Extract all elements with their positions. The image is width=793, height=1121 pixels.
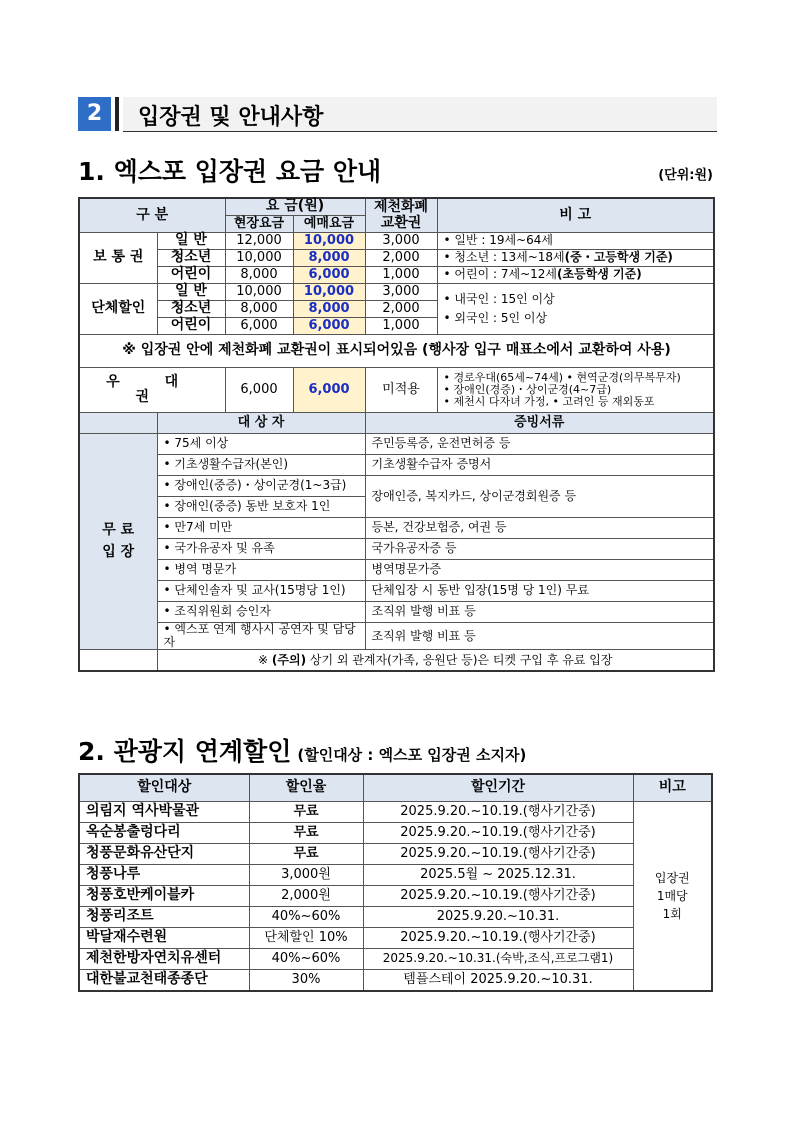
table-row <box>79 602 714 623</box>
advance-price: 10,000 <box>293 233 365 250</box>
table-row <box>79 802 712 823</box>
place-name: 청풍호반케이블카 <box>79 886 249 907</box>
free-docs: 조직위 발행 비표 등 <box>365 623 714 650</box>
place-name: 청풍리조트 <box>79 907 249 928</box>
discount-rate: 무료 <box>249 802 363 823</box>
header-remarks: 비고 <box>633 774 712 802</box>
table-row <box>79 539 714 560</box>
discount-rate: 3,000원 <box>249 865 363 886</box>
free-docs: 주민등록증, 운전면허증 등 <box>365 434 714 455</box>
discount-rate: 무료 <box>249 844 363 865</box>
table-row <box>79 434 714 455</box>
free-target: • 75세 이상 <box>157 434 365 455</box>
onsite-price: 6,000 <box>225 318 293 335</box>
table-row <box>79 928 712 949</box>
section-divider <box>115 97 119 131</box>
voucher-value: 1,000 <box>365 318 437 335</box>
free-docs: 국가유공자증 등 <box>365 539 714 560</box>
special-remarks: • 경로우대(65세~74세) • 현역군경(의무복무자) • 장애인(경증)・상이군경(4~7급) • 제천시 다자녀 가정, • 고려인 등 재외동포 <box>437 368 714 413</box>
free-docs: 병역명문가증 <box>365 560 714 581</box>
table-row <box>79 581 714 602</box>
free-target: • 장애인(중증) 동반 보호자 1인 <box>157 497 365 518</box>
discount-period: 2025.9.20.~10.19.(행사기간중) <box>363 928 633 949</box>
special-ticket-label: 우 대 권 <box>79 368 225 413</box>
header-remarks: 비 고 <box>437 198 714 233</box>
header-period: 할인기간 <box>363 774 633 802</box>
header-category: 구 분 <box>79 198 225 233</box>
table-row <box>79 886 712 907</box>
type-label: 어린이 <box>157 267 225 284</box>
discount-period: 2025.5월 ~ 2025.12.31. <box>363 865 633 886</box>
header-onsite: 현장요금 <box>225 216 293 233</box>
table-row <box>79 476 714 497</box>
advance-price: 6,000 <box>293 318 365 335</box>
onsite-price: 10,000 <box>225 250 293 267</box>
table-row <box>79 907 712 928</box>
free-docs: 기초생활수급자 증명서 <box>365 455 714 476</box>
heading-tourism-discounts: 2. 관광지 연계할인 (할인대상 : 엑스포 입장권 소지자) <box>78 737 527 766</box>
section-number: 2 <box>78 97 111 131</box>
free-target: • 병역 명문가 <box>157 560 365 581</box>
discount-period: 2025.9.20.~10.19.(행사기간중) <box>363 886 633 907</box>
table-row <box>79 865 712 886</box>
table-row <box>79 823 712 844</box>
onsite-price: 12,000 <box>225 233 293 250</box>
header-price: 요 금(원) <box>225 198 365 216</box>
discount-period: 2025.9.20.~10.19.(행사기간중) <box>363 823 633 844</box>
free-header-blank <box>79 413 157 434</box>
table-row <box>79 560 714 581</box>
type-label: 청소년 <box>157 250 225 267</box>
remark: • 어린이 : 7세~12세(초등학생 기준) <box>437 267 714 284</box>
discount-period: 2025.9.20.~10.19.(행사기간중) <box>363 844 633 865</box>
discount-rate: 40%~60% <box>249 949 363 970</box>
free-target: • 장애인(중증)・상이군경(1~3급) <box>157 476 365 497</box>
free-target: • 기초생활수급자(본인) <box>157 455 365 476</box>
table-row <box>79 455 714 476</box>
header-voucher: 제천화폐 교환권 <box>365 198 437 233</box>
section-header <box>78 95 718 131</box>
ticket-fee-table <box>78 197 715 672</box>
place-name: 제천한방자연치유센터 <box>79 949 249 970</box>
table-row <box>79 844 712 865</box>
discount-period: 2025.9.20.~10.19.(행사기간중) <box>363 802 633 823</box>
table-row <box>79 233 714 250</box>
table-row <box>79 250 714 267</box>
free-header-row <box>79 413 714 434</box>
group-remark: • 내국인 : 15인 이상 • 외국인 : 5인 이상 <box>437 284 714 335</box>
free-admission-label: 무 료 입 장 <box>79 434 157 650</box>
table-row <box>79 623 714 650</box>
onsite-price: 10,000 <box>225 284 293 301</box>
onsite-price: 6,000 <box>225 368 293 413</box>
remark: • 일반 : 19세~64세 <box>437 233 714 250</box>
free-target: • 만7세 미만 <box>157 518 365 539</box>
table-row <box>79 267 714 284</box>
discount-remarks: 입장권 1매당 1회 <box>633 802 712 992</box>
discount-rate: 30% <box>249 970 363 992</box>
section-title: 입장권 및 안내사항 <box>138 105 324 130</box>
group-discount: 단체할인 <box>79 284 157 335</box>
discount-period: 2025.9.20.~10.31.(숙박,조식,프로그램1) <box>363 949 633 970</box>
advance-price: 10,000 <box>293 284 365 301</box>
discount-header-row <box>79 774 712 802</box>
header-docs: 증빙서류 <box>365 413 714 434</box>
discount-period: 템플스테이 2025.9.20.~10.31. <box>363 970 633 992</box>
type-label: 일 반 <box>157 233 225 250</box>
table-row <box>79 518 714 539</box>
voucher-value: 3,000 <box>365 284 437 301</box>
free-target: • 단체인솔자 및 교사(15명당 1인) <box>157 581 365 602</box>
group-regular: 보 통 권 <box>79 233 157 284</box>
onsite-price: 8,000 <box>225 267 293 284</box>
special-row <box>79 368 714 413</box>
header-target: 할인대상 <box>79 774 249 802</box>
fee-header-row <box>79 198 714 216</box>
free-docs: 장애인증, 복지카드, 상이군경회원증 등 <box>365 476 714 518</box>
table-row <box>79 284 714 301</box>
unit-label: (단위:원) <box>658 168 713 183</box>
free-docs: 조직위 발행 비표 등 <box>365 602 714 623</box>
place-name: 의림지 역사박물관 <box>79 802 249 823</box>
advance-price: 6,000 <box>293 368 365 413</box>
free-target: • 엑스포 연계 행사시 공연자 및 담당자 <box>157 623 365 650</box>
place-name: 대한불교천태종종단 <box>79 970 249 992</box>
place-name: 박달재수련원 <box>79 928 249 949</box>
advance-price: 8,000 <box>293 250 365 267</box>
heading-ticket-fees: 1. 엑스포 입장권 요금 안내 <box>78 157 382 186</box>
advance-price: 6,000 <box>293 267 365 284</box>
caution-note: ※ (주의) 상기 외 관계자(가족, 응원단 등)은 티켓 구입 후 유료 입장 <box>157 650 714 672</box>
free-target: • 조직위원회 승인자 <box>157 602 365 623</box>
type-label: 청소년 <box>157 301 225 318</box>
voucher-value: 2,000 <box>365 301 437 318</box>
discount-rate: 2,000원 <box>249 886 363 907</box>
remark: • 청소년 : 13세~18세(중・고등학생 기준) <box>437 250 714 267</box>
voucher-notice: ※ 입장권 안에 제천화폐 교환권이 표시되어있음 (행사장 입구 매표소에서 교환하여 사용) <box>79 335 714 368</box>
header-rate: 할인율 <box>249 774 363 802</box>
notice-row <box>79 335 714 368</box>
discount-rate: 무료 <box>249 823 363 844</box>
place-name: 옥순봉출렁다리 <box>79 823 249 844</box>
voucher-value: 3,000 <box>365 233 437 250</box>
caution-blank <box>79 650 157 672</box>
voucher-value: 2,000 <box>365 250 437 267</box>
caution-row <box>79 650 714 672</box>
discount-period: 2025.9.20.~10.31. <box>363 907 633 928</box>
table-row <box>79 949 712 970</box>
type-label: 일 반 <box>157 284 225 301</box>
onsite-price: 8,000 <box>225 301 293 318</box>
free-docs: 등본, 건강보험증, 여권 등 <box>365 518 714 539</box>
header-advance: 예매요금 <box>293 216 365 233</box>
place-name: 청풍나루 <box>79 865 249 886</box>
free-docs: 단체입장 시 동반 입장(15명 당 1인) 무료 <box>365 581 714 602</box>
voucher-value: 미적용 <box>365 368 437 413</box>
discount-rate: 단체할인 10% <box>249 928 363 949</box>
table-row <box>79 970 712 992</box>
place-name: 청풍문화유산단지 <box>79 844 249 865</box>
header-target: 대 상 자 <box>157 413 365 434</box>
free-target: • 국가유공자 및 유족 <box>157 539 365 560</box>
discount-rate: 40%~60% <box>249 907 363 928</box>
section-title-box <box>123 97 717 132</box>
advance-price: 8,000 <box>293 301 365 318</box>
tourism-discount-table <box>78 773 713 992</box>
type-label: 어린이 <box>157 318 225 335</box>
voucher-value: 1,000 <box>365 267 437 284</box>
